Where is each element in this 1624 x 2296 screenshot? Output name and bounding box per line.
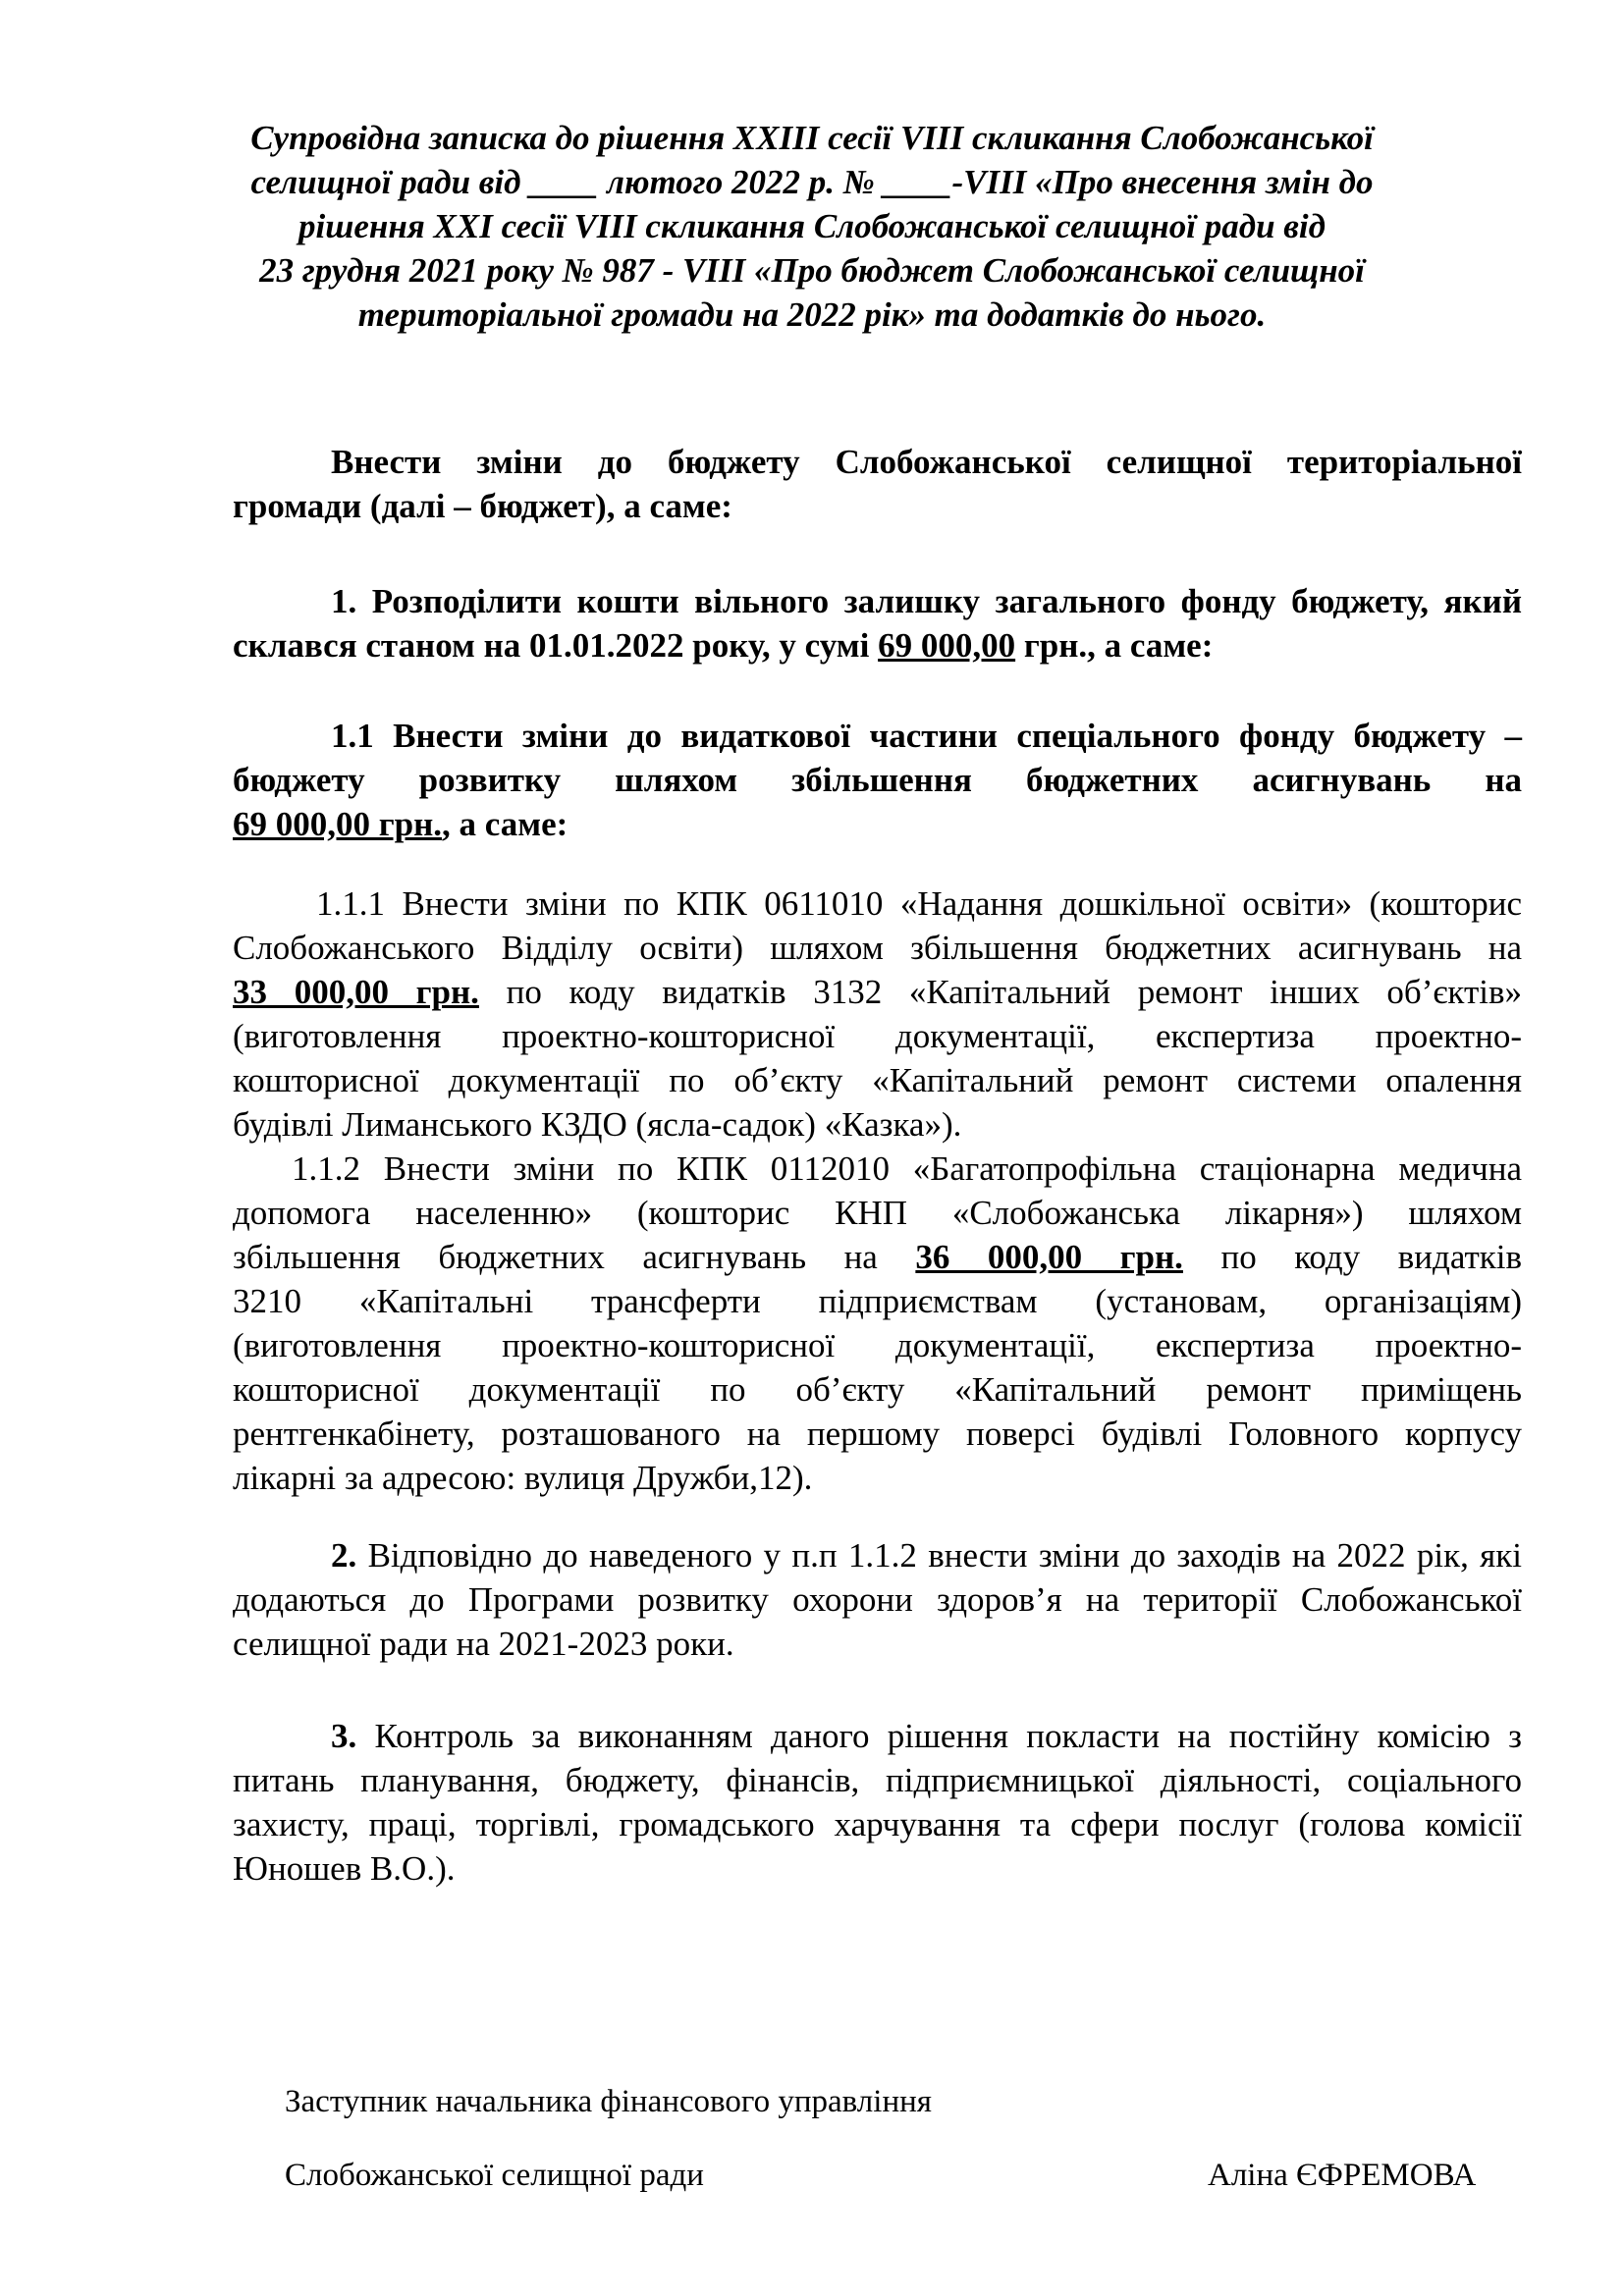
paragraph-line: Слобожанського Відділу освіти) шляхом збільшення бюджетних асигнувань на [233,929,1522,967]
paragraph-line: Внести зміни до бюджету Слобожанської селищної територіальної [331,443,1522,481]
paragraph-line [233,623,1522,667]
signature-name: Аліна ЄФРЕМОВА [1208,2158,1477,2193]
text-segment: , а саме: [442,805,568,843]
item-1-1-2-paragraph [233,1147,1522,1500]
item-2-paragraph [233,1533,1522,1666]
paragraph-line: 3210 «Капітальні трансферти підприємствам (установам, організаціям) [233,1282,1522,1320]
paragraph-line [233,970,1522,1014]
paragraph-line: 1.1.2 Внести зміни по КПК 0112010 «Багатопрофільна стаціонарна медична [292,1149,1522,1188]
paragraph-line [233,1235,1522,1279]
intro-paragraph [233,440,1522,528]
paragraph-line: 1.1 Внести зміни до видаткової частини спеціального фонду бюджету – [331,717,1522,755]
paragraph-line [233,1533,1522,1577]
item-1-1-1-paragraph [233,881,1522,1147]
text-segment: по коду видатків 3132 «Капітальний ремонт інших об’єктів» [478,973,1522,1011]
paragraph-line: рентгенкабінету, розташованого на першому поверсі будівлі Головного корпусу [233,1415,1522,1453]
paragraph-line: (виготовлення проектно-кошторисної документації, експертиза проектно- [233,1017,1522,1055]
title-line: територіальної громади на 2022 рік» та додатків до нього. [357,295,1267,334]
item-1-1-paragraph [233,714,1522,846]
paragraph-line: допомога населенню» (кошторис КНП «Слобожанська лікарня») шляхом [233,1194,1522,1232]
paragraph-line [233,802,1522,846]
paragraph-line: 1. Розподілити кошти вільного залишку загального фонду бюджету, який [331,582,1522,620]
text-segment: Відповідно до наведеного у п.п 1.1.2 внести зміни до заходів на 2022 рік, які [356,1536,1522,1575]
signature-position-line-2: Слобожанської селищної ради [285,2158,704,2193]
title-line: Супровідна записка до рішення ХXIII сесії VIII скликання Слобожанської [250,119,1374,157]
paragraph-line: бюджету розвитку шляхом збільшення бюджетних асигнувань на [233,761,1522,799]
item-number: 3. [331,1717,357,1755]
amount-underlined: 69 000,00 [878,626,1016,665]
paragraph-line: (виготовлення проектно-кошторисної документації, експертиза проектно- [233,1326,1522,1364]
text-segment: грн., а саме: [1015,626,1214,665]
paragraph-line: додаються до Програми розвитку охорони здоров’я на території Слобожанської [233,1580,1522,1619]
paragraph-line [233,1714,1522,1758]
paragraph-line: лікарні за адресою: вулиця Дружби,12). [233,1459,813,1497]
paragraph-line: захисту, праці, торгівлі, громадського харчування та сфери послуг (голова комісії [233,1805,1522,1843]
amount-underlined: 36 000,00 грн. [915,1238,1183,1276]
paragraph-line: Юношев В.О.). [233,1849,456,1888]
amount-underlined: 69 000,00 грн. [233,805,443,843]
paragraph-line: громади (далі – бюджет), а саме: [233,487,732,525]
item-1-paragraph [233,579,1522,667]
paragraph-line: кошторисної документації по об’єкту «Капітальний ремонт системи опалення [233,1061,1522,1099]
paragraph-line: будівлі Лиманського КЗДО (ясла-садок) «Казка»). [233,1105,962,1144]
text-segment: збільшення бюджетних асигнувань на [233,1238,916,1276]
document-title [196,116,1428,337]
title-line: рішення XXI сесії VIII скликання Слобожанської селищної ради від [298,207,1326,245]
title-line: селищної ради від ____ лютого 2022 р. № ____-VIII «Про внесення змін до [250,163,1374,201]
text-segment: склався станом на 01.01.2022 року, у сумі [233,626,879,665]
paragraph-line: питань планування, бюджету, фінансів, підприємницької діяльності, соціального [233,1761,1522,1799]
text-segment: Контроль за виконанням даного рішення покласти на постійну комісію з [356,1717,1522,1755]
paragraph-line: кошторисної документації по об’єкту «Капітальний ремонт приміщень [233,1370,1522,1409]
item-number: 2. [331,1536,357,1575]
amount-underlined: 33 000,00 грн. [233,973,479,1011]
title-line: 23 грудня 2021 року № 987 - VIII «Про бюджет Слобожанської селищної [259,251,1365,290]
paragraph-line: 1.1.1 Внести зміни по КПК 0611010 «Надання дошкільної освіти» (кошторис [316,884,1522,923]
item-3-paragraph [233,1714,1522,1891]
paragraph-line: селищної ради на 2021-2023 роки. [233,1625,734,1663]
signature-position-line-1: Заступник начальника фінансового управління [285,2084,932,2119]
text-segment: по коду видатків [1182,1238,1522,1276]
